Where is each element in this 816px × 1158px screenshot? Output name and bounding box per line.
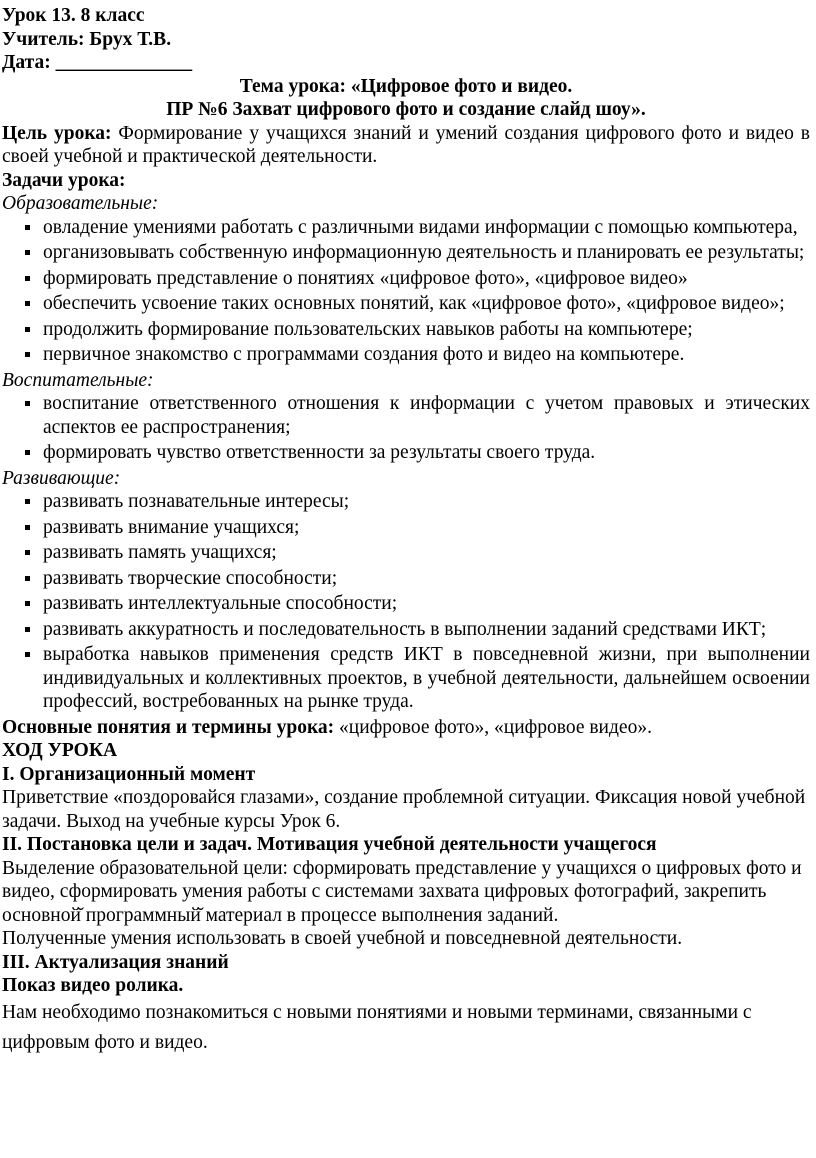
list-item: продолжить формирование пользовательских навыков работы на компьютере; — [43, 318, 810, 342]
educational-list — [2, 216, 810, 367]
list-item: развивать познавательные интересы; — [43, 490, 810, 514]
list-item: развивать творческие способности; — [43, 567, 810, 591]
bullet-icon — [25, 301, 30, 306]
bullet-icon — [25, 499, 30, 504]
bullet-icon — [25, 450, 30, 455]
section-3-text: Нам необходимо познакомиться с новыми понятиями и новыми терминами, связанными с цифровым фото и видео. — [2, 1001, 752, 1053]
section-3-title: III. Актуализация знаний — [2, 951, 229, 973]
topic-line-1: Тема урока: «Цифровое фото и видео. — [239, 75, 573, 97]
bullet-icon — [25, 550, 30, 555]
key-terms — [2, 716, 810, 740]
lesson-goal — [2, 122, 810, 169]
teacher-name: Учитель: Брух Т.В. — [2, 28, 172, 50]
bullet-icon — [25, 250, 30, 255]
list-item: развивать внимание учащихся; — [43, 516, 810, 540]
group-title-educational: Образовательные: — [2, 193, 159, 214]
bullet-icon — [25, 525, 30, 530]
goal-text: Формирование у учащихся знаний и умений создания цифрового фото и видео в своей учебной и практической деятельности. — [2, 122, 810, 167]
bullet-icon — [25, 576, 30, 581]
list-item: развивать аккуратность и последовательность в выполнении заданий средствами ИКТ; — [43, 618, 810, 642]
topic-line-2: ПР №6 Захват цифрового фото и создание слайд шоу». — [166, 99, 646, 120]
bullet-icon — [25, 327, 30, 332]
terms-text: «цифровое фото», «цифровое видео». — [334, 716, 652, 738]
list-item: развивать интеллектуальные способности; — [43, 592, 810, 616]
list-item: обеспечить усвоение таких основных понятий, как «цифровое фото», «цифровое видео»; — [43, 292, 810, 316]
bullet-icon — [25, 401, 30, 406]
list-item: формировать представление о понятиях «цифровое фото», «цифровое видео» — [43, 267, 810, 291]
group-title-upbringing: Воспитательные: — [2, 369, 154, 391]
section-1-text: Приветствие «поздоровайся глазами», создание проблемной ситуации. Фиксация новой учебной задачи. Выход на учебные курсы Урок 6. — [2, 787, 806, 832]
bullet-icon — [25, 601, 30, 606]
section-2-title: II. Постановка цели и задач. Мотивация учебной деятельности учащегося — [2, 834, 657, 855]
group-title-developing: Развивающие: — [2, 467, 121, 489]
tasks-heading: Задачи урока: — [2, 169, 126, 191]
list-item: формировать чувство ответственности за результаты своего труда. — [43, 441, 810, 465]
section-2-text-2: Полученные умения использовать в своей учебной и повседневной деятельности. — [2, 928, 683, 949]
list-item: первичное знакомство с программами создания фото и видео на компьютере. — [43, 343, 810, 367]
terms-label: Основные понятия и термины урока: — [2, 716, 335, 738]
list-item: выработка навыков применения средств ИКТ в повседневной жизни, при выполнении индивидуальных и коллективных проектов, в учебной деятельности, дальнейшем освоении профессий, востребованных на рынке труда. — [43, 643, 810, 714]
bullet-icon — [25, 627, 30, 632]
list-item: развивать память учащихся; — [43, 541, 810, 565]
section-3-subtitle: Показ видео ролика. — [2, 975, 184, 996]
developing-list — [2, 490, 810, 714]
bullet-icon — [25, 276, 30, 281]
list-item: воспитание ответственного отношения к информации с учетом правовых и этических аспектов ее распространения; — [43, 392, 810, 439]
bullet-icon — [25, 652, 30, 657]
goal-label: Цель урока: — [2, 122, 112, 144]
bullet-icon — [25, 225, 30, 230]
bullet-icon — [25, 352, 30, 357]
date-field: Дата: ______________ — [2, 52, 193, 73]
list-item: овладение умениями работать с различными видами информации с помощью компьютера, — [43, 216, 810, 240]
section-2-text-1: Выделение образовательной цели: сформировать представление у учащихся о цифровых фото и видео, сформировать умения работы с системами захвата цифровых фотографий, закрепить основной̆ программный̆ материал в процессе выполнения заданий. — [2, 857, 802, 926]
list-item: организовывать собственную информационную деятельность и планировать ее результаты; — [43, 241, 810, 265]
lesson-number: Урок 13. 8 класс — [2, 5, 145, 26]
course-heading: ХОД УРОКА — [2, 740, 118, 761]
upbringing-list — [2, 392, 810, 465]
section-1-title: I. Организационный момент — [2, 763, 256, 785]
